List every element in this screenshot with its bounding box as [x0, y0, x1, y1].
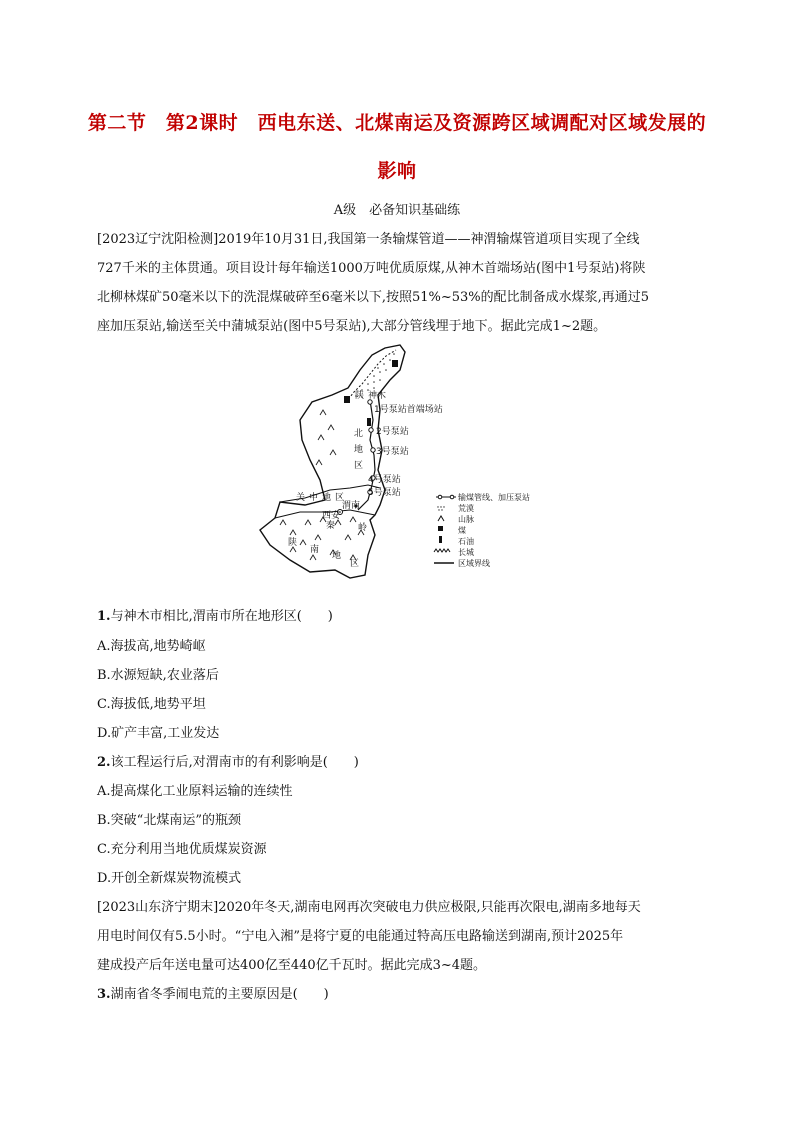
- region-label: 北: [354, 429, 364, 439]
- region-label: 地: [354, 445, 364, 455]
- option-c: C.充分利用当地优质煤炭资源: [97, 842, 267, 857]
- passage2-line: [2023山东济宁期末]2020年冬天,湖南电网再次突破电力供应极限,只能再次限电,湖南多地每天: [97, 900, 641, 915]
- legend-label: 山脉: [458, 515, 474, 524]
- city-label: 神木: [368, 391, 387, 401]
- option-d: D.矿产丰富,工业发达: [97, 726, 220, 741]
- legend-label: 石油: [458, 537, 474, 546]
- option-b: B.水源短缺,农业落后: [97, 668, 219, 683]
- option-b: B.突破“北煤南运”的瓶颈: [97, 813, 241, 828]
- option-c: C.海拔低,地势平坦: [97, 697, 206, 712]
- question-2: [97, 751, 359, 770]
- station-label: 3号泵站: [376, 447, 409, 457]
- city-label: 西安: [322, 511, 341, 521]
- oil-icon: [367, 418, 371, 426]
- province-outline: [260, 345, 405, 578]
- region-label: 关中地区: [296, 493, 349, 503]
- passage1-line: [2023辽宁沈阳检测]2019年10月31日,我国第一条输煤管道——神渭输煤管道项目实现了全线: [97, 232, 640, 247]
- region-label: 秦: [326, 521, 336, 531]
- page-title-line2: 影响: [377, 160, 417, 182]
- station-label: 2号泵站: [376, 427, 409, 437]
- passage2-line: 建成投产后年送电量可达400亿至440亿千瓦时。据此完成3~4题。: [97, 958, 487, 973]
- level-heading: A级 必备知识基础练: [333, 203, 461, 218]
- question-stem: 该工程运行后,对渭南市的有利影响是( ): [110, 755, 359, 770]
- region-label: 陕: [355, 391, 365, 401]
- passage2-line: 用电时间仅有5.5小时。“宁电入湘”是将宁夏的电能通过特高压电路输送到湖南,预计2025年: [97, 929, 624, 944]
- region-label: 南: [310, 545, 320, 555]
- option-a: A.海拔高,地势崎岖: [97, 639, 206, 654]
- region-label: 地: [332, 551, 342, 561]
- legend-label: 区域界线: [458, 559, 490, 568]
- region-label: 区: [354, 461, 364, 471]
- legend-label: 长城: [458, 548, 474, 557]
- station-label: 1号泵站首端场站: [374, 405, 443, 415]
- question-stem: 湖南省冬季闹电荒的主要原因是( ): [110, 987, 329, 1002]
- region-label: 陕: [288, 538, 298, 548]
- option-a: A.提高煤化工业原料运输的连续性: [97, 784, 293, 799]
- legend-label: 输煤管线、加压泵站: [458, 493, 530, 502]
- station-label: 4号泵站: [368, 475, 401, 485]
- question-number: 1.: [97, 609, 111, 624]
- coal-icon: [344, 396, 350, 403]
- question-number: 3.: [97, 987, 111, 1002]
- map-legend: [434, 492, 530, 568]
- option-d: D.开创全新煤炭物流模式: [97, 871, 242, 886]
- legend-label: 荒漠: [458, 504, 474, 513]
- question-3: [97, 983, 329, 1002]
- question-stem: 与神木市相比,渭南市所在地形区( ): [110, 609, 333, 624]
- question-number: 2.: [97, 755, 111, 770]
- city-label: 渭南: [342, 501, 361, 511]
- passage1-line: 北柳林煤矿50毫米以下的洗混煤破碎至6毫米以下,按照51%~53%的配比制备成水煤浆,再通过5: [97, 290, 650, 305]
- question-1: [97, 605, 333, 624]
- passage1-line: 727千米的主体贯通。项目设计每年输送1000万吨优质原煤,从神木首端场站(图中1号泵站)将陕: [97, 261, 646, 276]
- region-label: 区: [350, 559, 360, 569]
- passage1-line: 座加压泵站,输送至关中蒲城泵站(图中5号泵站),大部分管线埋于地下。据此完成1~2题。: [97, 319, 607, 334]
- region-label: 岭: [358, 523, 368, 533]
- page-title-line1: 第二节 第2课时 西电东送、北煤南运及资源跨区域调配对区域发展的: [87, 112, 707, 134]
- shaanxi-map: [250, 340, 550, 588]
- legend-label: 煤: [458, 526, 466, 535]
- station-label: 5号泵站: [368, 488, 401, 498]
- coal-icon: [392, 360, 398, 367]
